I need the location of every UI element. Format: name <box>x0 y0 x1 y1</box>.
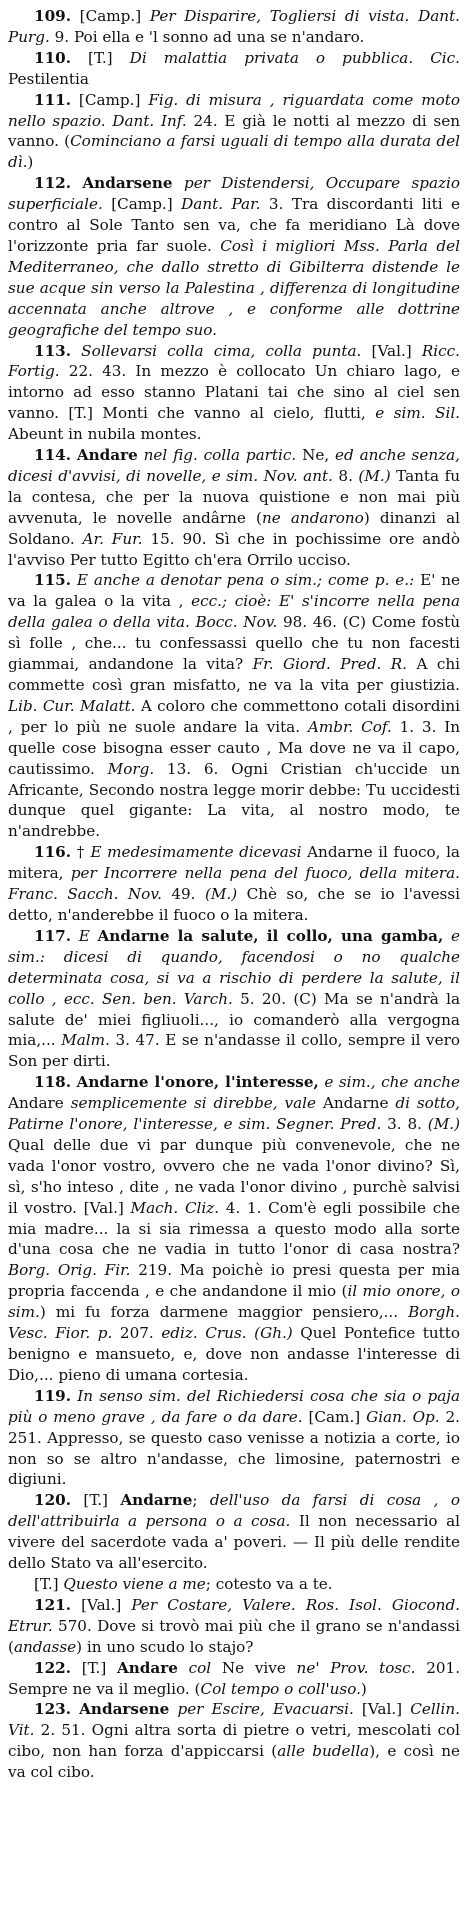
dictionary-entry-114 <box>8 445 460 570</box>
dictionary-entry-116 <box>8 842 460 926</box>
entry-text: (M.) <box>358 466 391 485</box>
dictionary-entry-120 <box>8 1490 460 1574</box>
entry-text: ) in uno scudo lo stajo? <box>76 1637 254 1656</box>
entry-text: 22. 43. In mezzo è collocato Un chiaro lago, e intorno ad esso stanno Platani tai che sino al ciel sen vanno. [T.] Monti che vanno al cielo, flutti, <box>8 362 460 423</box>
entry-text: Così i migliori Mss. Parla del Mediterraneo, che dallo stretto di Gibilterra distende le sue acque sin verso la Palestina , differenza di longitudine accennata anche altrove , e conforme alle dottrine geografiche del tempo suo. <box>8 236 460 339</box>
entry-text: E anche a denotar pena o sim.; come p. e.: <box>76 571 415 590</box>
entry-text: Ar. Fur. <box>82 529 143 548</box>
dictionary-entry-121 <box>8 1595 460 1658</box>
entry-text: Col tempo o coll'uso. <box>200 1679 361 1698</box>
entry-text: e sim., che anche <box>324 1073 460 1092</box>
entry-text: [T.] <box>71 1491 121 1510</box>
entry-text: Andarne <box>316 1094 396 1113</box>
entry-text: 15. 90. Sì che in pochissime ore andò l'avviso Per tutto Egitto ch'era Orrilo ucciso. <box>8 529 461 569</box>
entry-text: Andarne la salute, il collo, una gamba, <box>97 926 444 945</box>
entry-text: 3. 47. E se n'andasse il collo, sempre il vero Son per dirti. <box>8 1031 461 1071</box>
entry-text: andasse <box>13 1637 77 1656</box>
entry-text: [Camp.] <box>71 7 150 25</box>
entry-text: 570. Dove si trovò mai più che il grano se n'andassi ( <box>8 1616 460 1656</box>
entry-text: e sim. Sil. <box>375 404 460 423</box>
dictionary-entry-110 <box>8 48 460 90</box>
entry-number: 118. <box>34 1073 71 1092</box>
entry-text: ) <box>360 1679 367 1698</box>
entry-text: Per Costare, Valere. Ros. Isol. Giocond. Etrur. <box>8 1595 460 1635</box>
entry-text: Quel Pontefice tutto benigno e mansueto, e, dove non andasse l'interesse di Dio,... pieno di umana cortesia. <box>8 1324 460 1384</box>
entry-text: Lib. Cur. Malatt. <box>8 696 136 715</box>
entry-text: Gian. Op. <box>366 1407 440 1426</box>
entry-number: 120. <box>34 1491 71 1510</box>
entry-text: 9. Poi ella e 'l sonno ad una se n'andaro. <box>49 27 365 46</box>
entry-text: E medesimamente dicevasi <box>90 843 302 862</box>
entry-text: dell'uso da farsi di cosa , o dell'attribuirla a persona o a cosa. <box>8 1491 460 1531</box>
dictionary-entry-120b <box>8 1574 460 1595</box>
entry-text: [Camp.] <box>71 90 149 109</box>
entry-text <box>71 174 82 192</box>
entry-text: Andare <box>8 1094 71 1113</box>
entry-text: Di malattia privata o pubblica. Cic. <box>129 48 461 67</box>
entry-text: col <box>188 1658 212 1677</box>
entry-text: alle budella <box>277 1742 370 1761</box>
entry-number: 117. <box>34 926 71 945</box>
entry-text: Ne vive <box>211 1658 297 1677</box>
entry-text: Dant. Purg. <box>8 7 461 46</box>
entry-text: Questo viene a me <box>63 1574 206 1593</box>
entry-text: A coloro che commettono cotali disordini , per lo più ne suole andare la vita. <box>8 696 460 736</box>
entry-number: 112. <box>34 174 71 193</box>
entry-text: A chi commette così gran misfatto, ne va la vita per giustizia. <box>8 655 460 694</box>
entry-text: Ne, <box>296 446 336 465</box>
entry-text: Tanta fu la contesa, che per la nuova quistione e non mai più avvenuta, le novelle andârne ( <box>8 466 460 527</box>
entry-text: (Gh.) <box>254 1324 293 1343</box>
entry-text: (M.) <box>427 1115 461 1134</box>
entry-number: 113. <box>34 341 71 360</box>
entry-text: Andarne <box>120 1491 193 1510</box>
entry-text: [Val.] <box>361 341 422 360</box>
entry-text: ; <box>192 1491 210 1510</box>
entry-text: 3. 8. <box>381 1115 428 1134</box>
entry-text <box>71 342 81 360</box>
entry-text: E' ne va la galea o la vita , <box>8 571 461 611</box>
entry-text: ed anche senza, dicesi d'avvisi, di novelle, e sim. Nov. ant. <box>8 446 460 485</box>
entry-text: nel fig. colla partic. <box>143 446 297 465</box>
entry-text: Pestilentia <box>8 69 89 88</box>
entry-text: Mach. Cliz. <box>130 1198 220 1217</box>
entry-text: E <box>78 926 90 945</box>
entry-number: 123. <box>34 1700 71 1719</box>
entry-text: Abeunt in nubila montes. <box>8 425 202 444</box>
entry-text: Andare <box>76 446 138 465</box>
entry-text: 219. Ma poichè io presi questa per mia propria faccenda , e che andandone il mio ( <box>8 1261 460 1301</box>
entry-text: Cellin. Vit. <box>8 1700 461 1740</box>
dictionary-entry-109 <box>8 6 460 48</box>
dictionary-entry-122 <box>8 1658 460 1700</box>
entry-text: (M.) <box>204 885 238 904</box>
entry-text: per Escire, Evacuarsi. <box>177 1700 354 1719</box>
entry-text: 8. <box>332 466 359 485</box>
dictionary-entry-118 <box>8 1072 460 1386</box>
entry-text: semplicemente si direbbe, vale <box>70 1094 317 1113</box>
entry-text: Borg. Orig. Fir. <box>8 1261 131 1280</box>
entry-text: Sollevarsi colla cima, colla punta. <box>81 341 362 360</box>
entry-text: 3. Tra discordanti liti e contro al Sole Tanto sen va, che fa meridiano Là dove l'orizzonte pria far suole. <box>8 195 460 255</box>
entry-number: 115. <box>34 571 71 590</box>
entry-text: Andarne l'onore, l'interesse, <box>76 1073 319 1092</box>
entry-text <box>173 174 184 192</box>
entry-text: Ricc. Fortig. <box>8 341 460 381</box>
entry-number: 122. <box>34 1658 71 1677</box>
entry-text: ecc.; cioè: E' s'incorre nella pena della galea o della vita. Bocc. Nov. <box>8 592 460 632</box>
entry-text: ) <box>27 153 34 172</box>
entry-text: Andare <box>116 1658 178 1677</box>
entry-text: 49. <box>161 885 205 904</box>
entry-text: In senso sim. del Richiedersi cosa che sia o paja più o meno grave , da fare o da dare. <box>8 1386 461 1426</box>
entry-text: [Cam.] <box>302 1407 367 1426</box>
entry-text: 24. E già le notti al mezzo di sen vanno. ( <box>8 111 460 151</box>
entry-text: [T.] <box>34 1574 64 1593</box>
entry-text: Andarsene <box>79 1700 170 1719</box>
entry-text: il mio onore, o sim. <box>8 1282 460 1322</box>
dictionary-entry-113 <box>8 341 460 446</box>
entry-text: per Incorrere nella pena del fuoco, della mitera. Franc. Sacch. Nov. <box>8 864 460 904</box>
dictionary-entry-112 <box>8 173 460 340</box>
entry-text: Qual delle due vi par dunque più convenevole, che ne vada l'onor vostro, ovvero che ne vada l'onor divino? Sì, sì, s'ho inteso , dite , ne vada l'onor divino , purchè salvisi il vostro. [Val.] <box>8 1135 460 1217</box>
entry-text: ) mi fu forza darmene maggior pensiero,... <box>39 1303 409 1322</box>
entry-text: ) dinanzi al Soldano. <box>8 508 460 548</box>
dictionary-entry-115 <box>8 570 460 842</box>
entry-text: 98. 46. (C) Come fostù sì folle , che... tu confessassi quello che tu non facesti giammai, andandone la vita? <box>8 613 460 674</box>
entry-text: [T.] <box>71 48 130 67</box>
entry-number: 121. <box>34 1595 71 1614</box>
entry-number: 114. <box>34 446 71 465</box>
dictionary-entry-111 <box>8 90 460 174</box>
entry-text: [Val.] <box>353 1700 411 1719</box>
entry-text: Andarsene <box>82 174 173 193</box>
entry-text: 207. <box>112 1324 162 1343</box>
entry-text: [T.] <box>71 1658 117 1677</box>
entry-text <box>247 1324 255 1342</box>
entry-text: per Distendersi, Occupare spazio superficiale. <box>8 174 461 214</box>
entry-text: [Val.] <box>71 1595 132 1614</box>
entry-text: 1. 3. In quelle cose bisogna esser cauto , Ma dove ne va il capo, cautissimo. <box>8 717 460 778</box>
entry-text: Chè so, che se io l'avessi detto, n'anderebbe il fuoco o la mitera. <box>8 885 461 924</box>
entry-text <box>71 1700 79 1718</box>
entry-text: ne andarono <box>261 508 364 527</box>
entry-number: 116. <box>34 843 71 862</box>
entry-number: 119. <box>34 1386 71 1405</box>
entry-text: Malm. <box>61 1031 110 1050</box>
entry-number: 110. <box>34 48 71 67</box>
entry-text: 5. 20. (C) Ma se n'andrà la salute de' miei figliuoli..., io comanderò alla vergogna mia,... <box>8 989 461 1050</box>
entry-text: [Camp.] <box>102 195 182 214</box>
dictionary-entry-117 <box>8 926 460 1072</box>
entry-text: 13. 6. Ogni Cristian ch'uccide un Africante, Secondo nostra legge morir debbe: Tu uccidesti dunque quel gigante: La vita, al nostro modo, te n'andrebbe. <box>8 759 460 841</box>
dictionary-entry-119 <box>8 1386 460 1491</box>
entry-text: Borgh. Vesc. Fior. p. <box>8 1303 460 1343</box>
entry-number: 109. <box>34 7 71 25</box>
entry-text: Ambr. Cof. <box>307 717 392 736</box>
entry-text: 201. Sempre ne va il meglio. ( <box>8 1658 461 1698</box>
entry-text: ), e così ne va col cibo. <box>8 1742 460 1782</box>
entry-text: e sim.: dicesi di quando, facendosi o no qualche determinata cosa, si va a rischio di perdere la salute, il collo , ecc. Sen. ben. Varch. <box>8 926 461 1008</box>
entry-number: 111. <box>34 90 71 109</box>
entry-text <box>71 927 79 945</box>
entry-text: di sotto, Patirne l'onore, l'interesse, e sim. Segner. Pred. <box>8 1094 460 1134</box>
entry-text: ediz. Crus. <box>161 1324 247 1343</box>
entry-text <box>90 927 98 945</box>
entry-text: Dant. Par. <box>181 195 261 214</box>
entry-text: Andarne il fuoco, la mitera, <box>8 843 460 883</box>
entry-text: † <box>71 843 91 862</box>
entry-text: ; cotesto va a te. <box>205 1574 333 1593</box>
entry-text: Per Disparire, Togliersi di vista. <box>149 7 410 25</box>
entry-text: 2. 251. Appresso, se questo caso venisse a notizia a corte, io non so se altro n'andasse, che limosine, paternostri e digiuni. <box>8 1407 460 1489</box>
entry-text <box>409 7 418 25</box>
entry-text: Fig. di misura , riguardata come moto nello spazio. Dant. Inf. <box>8 90 460 130</box>
entry-text <box>178 1659 189 1677</box>
entry-text <box>443 927 451 945</box>
dictionary-entry-123 <box>8 1699 460 1783</box>
entry-text: ne' Prov. tosc. <box>296 1658 416 1677</box>
entry-text: 2. 51. Ogni altra sorta di pietre o vetri, mescolati col cibo, non han forza d'appiccarsi ( <box>8 1721 460 1761</box>
entry-text: Fr. Giord. Pred. R. <box>252 655 408 674</box>
entry-text: Cominciano a farsi uguali di tempo alla durata del dì. <box>8 132 460 172</box>
entry-text: Morg. <box>107 759 155 778</box>
entry-text: 4. 1. Com'è egli possibile che mia madre... la si sia rimessa a questo modo alla sorte d'una cosa che ne vadia in tutto l'onor di casa nostra? <box>8 1198 460 1259</box>
entry-text: Il non necessario al vivere del sacerdote vada a' poveri. — Il più delle rendite dello Stato va all'esercito. <box>8 1512 460 1573</box>
